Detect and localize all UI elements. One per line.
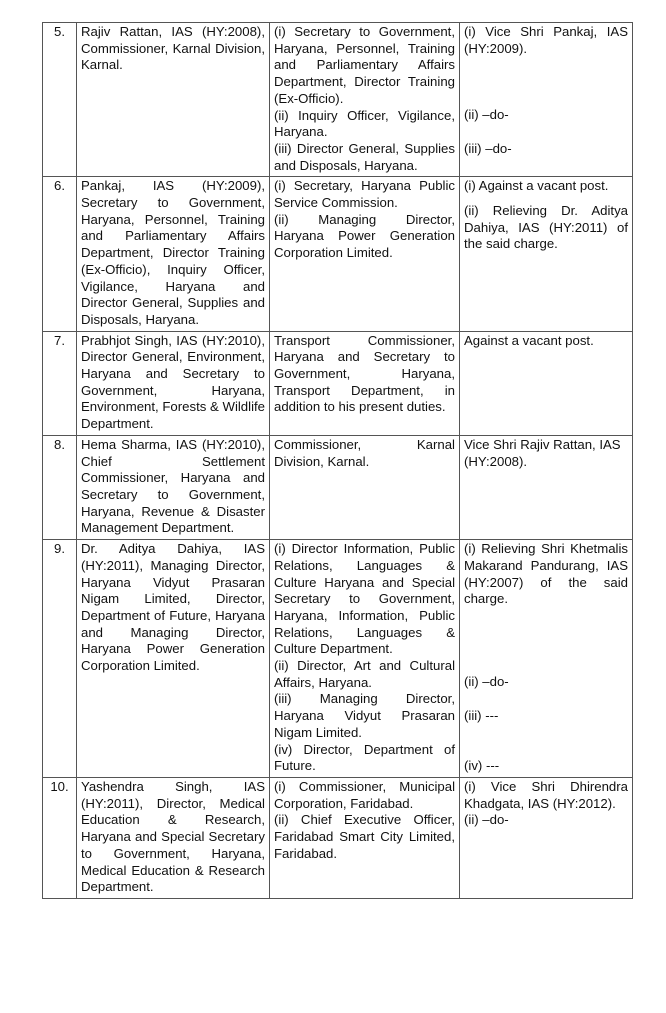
officer-details: Hema Sharma, IAS (HY:2010), Chief Settlement Commissioner, Haryana and Secretary to Government, Haryana, Revenue & Disaster Management Department.: [77, 435, 270, 539]
remarks: [460, 435, 633, 539]
posting-item: (i) Director Information, Public Relations, Languages & Culture Haryana and Special Secretary to Government, Haryana, Information, Public Relations, Languages & Culture Department.: [274, 541, 455, 657]
remark-item: (iii) ---: [464, 707, 499, 723]
remark-item: (ii) –do-: [464, 107, 509, 123]
remark-item: (ii) –do-: [464, 673, 509, 689]
remarks: [460, 331, 633, 435]
posting-item: Transport Commissioner, Haryana and Secretary to Government, Haryana, Transport Department, in addition to his present duties.: [274, 332, 455, 415]
table-row: [43, 177, 633, 331]
remark-item: Against a vacant post.: [464, 332, 594, 348]
remark-item: (ii) –do-: [464, 812, 509, 828]
posting-item: (iii) Director General, Supplies and Disposals, Haryana.: [274, 140, 455, 173]
posting-item: Commissioner, Karnal Division, Karnal.: [274, 436, 455, 469]
remarks: [460, 778, 633, 899]
table-row: [43, 23, 633, 177]
officer-details: Prabhjot Singh, IAS (HY:2010), Director General, Environment, Haryana and Secretary to Government, Haryana, Environment, Forests & Wildlife Department.: [77, 331, 270, 435]
table-row: [43, 778, 633, 899]
remark-item: Vice Shri Rajiv Rattan, IAS (HY:2008).: [464, 436, 621, 469]
remarks: [460, 540, 633, 778]
remark-item: (i) Vice Shri Dhirendra Khadgata, IAS (HY:2012).: [464, 779, 628, 811]
serial-number: 10.: [43, 778, 77, 899]
posting-details: [270, 177, 460, 331]
posting-item: (i) Secretary, Haryana Public Service Commission.: [274, 178, 455, 211]
posting-item: (ii) Inquiry Officer, Vigilance, Haryana.: [274, 107, 455, 140]
posting-details: [270, 540, 460, 778]
officer-details: Pankaj, IAS (HY:2009), Secretary to Government, Haryana, Personnel, Training and Parliamentary Affairs Department, Director Training (Ex-Officio), Inquiry Officer, Vigilance, Haryana and Director General, Supplies and Disposals, Haryana.: [77, 177, 270, 331]
remark-item: (ii) Relieving Dr. Aditya Dahiya, IAS (HY:2011) of the said charge.: [464, 203, 628, 252]
posting-details: [270, 778, 460, 899]
posting-details: [270, 435, 460, 539]
officer-details: Dr. Aditya Dahiya, IAS (HY:2011), Managing Director, Haryana Vidyut Prasaran Nigam Limited, Director, Department of Future, Haryana and Managing Director, Haryana Power Generation Corporation Limited.: [77, 540, 270, 778]
posting-item: (ii) Director, Art and Cultural Affairs, Haryana.: [274, 658, 455, 690]
remark-item: (iv) ---: [464, 758, 500, 774]
table-row: [43, 540, 633, 778]
serial-number: 6.: [43, 177, 77, 331]
remark-item: (i) Relieving Shri Khetmalis Makarand Pandurang, IAS (HY:2007) of the said charge.: [464, 541, 628, 607]
officer-details: Yashendra Singh, IAS (HY:2011), Director, Medical Education & Research, Haryana and Special Secretary to Government, Haryana, Medical Education & Research Department.: [77, 778, 270, 899]
remarks: [460, 177, 633, 331]
remark-item: (i) Vice Shri Pankaj, IAS (HY:2009).: [464, 24, 628, 56]
table-row: [43, 331, 633, 435]
officer-details: Rajiv Rattan, IAS (HY:2008), Commissioner, Karnal Division, Karnal.: [77, 23, 270, 177]
postings-table: [42, 22, 633, 899]
remarks: [460, 23, 633, 177]
table-row: [43, 435, 633, 539]
posting-item: (i) Commissioner, Municipal Corporation, Faridabad.: [274, 779, 455, 811]
serial-number: 8.: [43, 435, 77, 539]
posting-item: (ii) Managing Director, Haryana Power Generation Corporation Limited.: [274, 211, 455, 261]
serial-number: 9.: [43, 540, 77, 778]
posting-item: (i) Secretary to Government, Haryana, Personnel, Training and Parliamentary Affairs Department, Director Training (Ex-Officio).: [274, 24, 455, 106]
serial-number: 7.: [43, 331, 77, 435]
serial-number: 5.: [43, 23, 77, 177]
posting-item: (iii) Managing Director, Haryana Vidyut Prasaran Nigam Limited.: [274, 691, 455, 740]
remark-item: (iii) –do-: [464, 141, 512, 157]
posting-details: [270, 23, 460, 177]
posting-item: (ii) Chief Executive Officer, Faridabad Smart City Limited, Faridabad.: [274, 812, 455, 861]
posting-item: (iv) Director, Department of Future.: [274, 741, 455, 774]
posting-details: [270, 331, 460, 435]
remark-item: (i) Against a vacant post.: [464, 178, 609, 194]
